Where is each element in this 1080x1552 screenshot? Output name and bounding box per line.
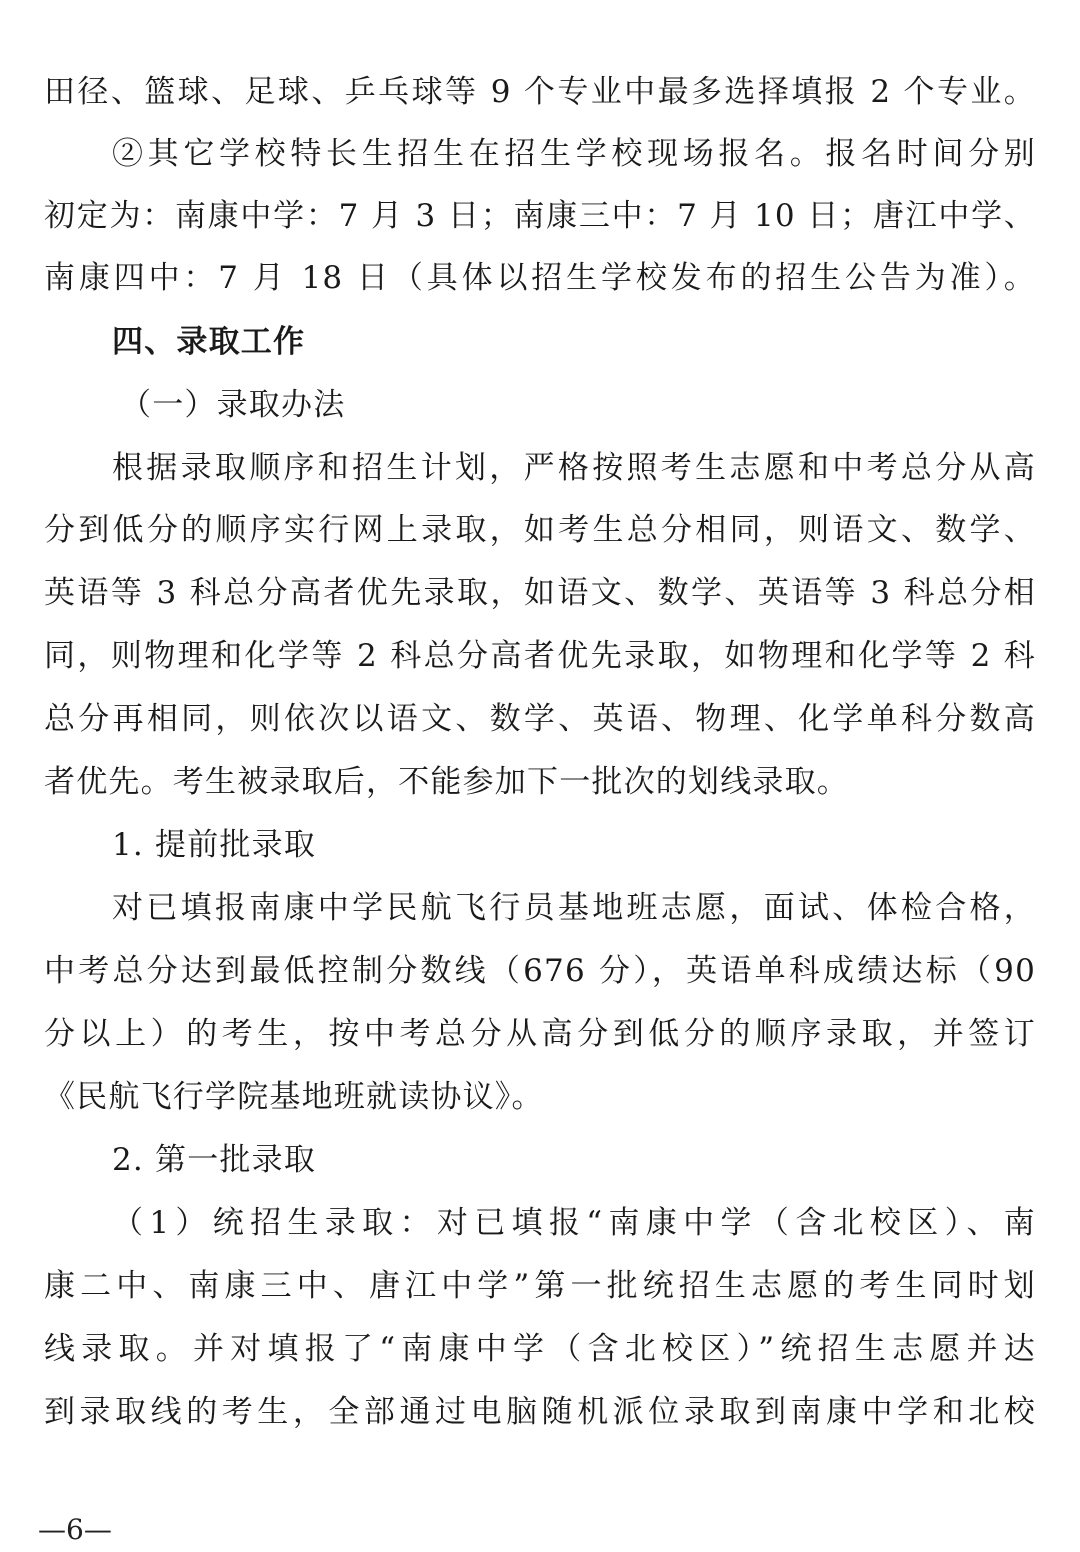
paragraph-line: 对已填报南康中学民航飞行员基地班志愿，面试、体检合格， bbox=[112, 890, 1036, 926]
paragraph-line: 总分再相同，则依次以语文、数学、英语、物理、化学单科分数高 bbox=[44, 701, 1036, 737]
paragraph-line: 田径、篮球、足球、乒乓球等 9 个专业中最多选择填报 2 个专业。 bbox=[44, 74, 1036, 110]
page-number: —6— bbox=[38, 1513, 112, 1546]
paragraph-line: ②其它学校特长生招生在招生学校现场报名。报名时间分别 bbox=[112, 136, 1036, 172]
paragraph-line: 线录取。并对填报了“南康中学（含北校区）”统招生志愿并达 bbox=[44, 1331, 1036, 1367]
paragraph-line: 中考总分达到最低控制分数线（676 分），英语单科成绩达标（90 bbox=[44, 953, 1036, 989]
paragraph-line: 南康四中：7 月 18 日（具体以招生学校发布的招生公告为准）。 bbox=[44, 260, 1036, 296]
paragraph-line: 同，则物理和化学等 2 科总分高者优先录取，如物理和化学等 2 科 bbox=[44, 638, 1036, 674]
paragraph-line: 英语等 3 科总分高者优先录取，如语文、数学、英语等 3 科总分相 bbox=[44, 575, 1036, 611]
paragraph-line: 根据录取顺序和招生计划，严格按照考生志愿和中考总分从高 bbox=[112, 450, 1036, 486]
paragraph-line: 到录取线的考生，全部通过电脑随机派位录取到南康中学和北校 bbox=[44, 1394, 1036, 1430]
paragraph-line: 者优先。考生被录取后，不能参加下一批次的划线录取。 bbox=[44, 764, 849, 800]
paragraph-line: （1）统招生录取：对已填报“南康中学（含北校区）、南 bbox=[112, 1205, 1036, 1241]
subsection-heading: 1. 提前批录取 bbox=[112, 827, 317, 863]
subsection-heading: （一）录取办法 bbox=[120, 387, 346, 423]
paragraph-line: 康二中、南康三中、唐江中学”第一批统招生志愿的考生同时划 bbox=[44, 1268, 1036, 1304]
subsection-heading: 2. 第一批录取 bbox=[112, 1142, 317, 1178]
paragraph-line: 分以上）的考生，按中考总分从高分到低分的顺序录取，并签订 bbox=[44, 1016, 1036, 1052]
section-heading: 四、录取工作 bbox=[112, 324, 306, 360]
paragraph-line: 《民航飞行学院基地班就读协议》。 bbox=[44, 1079, 544, 1115]
paragraph-line: 分到低分的顺序实行网上录取，如考生总分相同，则语文、数学、 bbox=[44, 512, 1036, 548]
paragraph-line: 初定为：南康中学：7 月 3 日；南康三中：7 月 10 日；唐江中学、 bbox=[44, 198, 1036, 234]
